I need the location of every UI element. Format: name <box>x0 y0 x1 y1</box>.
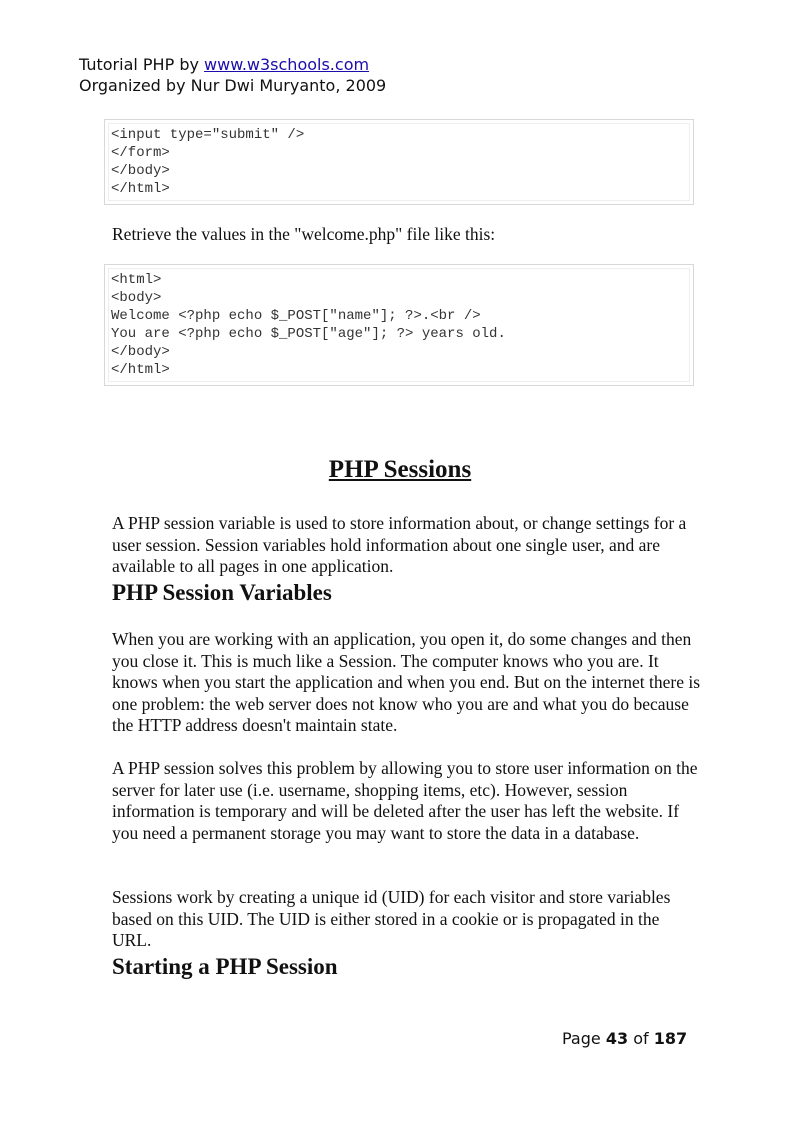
header-prefix: Tutorial PHP by <box>79 55 205 74</box>
code-line: </html> <box>111 181 170 197</box>
paragraph-web-state: When you are working with an application, you open it, do some changes and then you close it. This is much like a Session. The computer knows who you are. It knows when you start the application and when you end. But on the internet there is one problem: the web server does not know who you are and what you do because the HTTP address doesn't maintain state. <box>112 629 701 735</box>
paragraph-uid: Sessions work by creating a unique id (UID) for each visitor and store variables based on this UID. The UID is either stored in a cookie or is propagated in the URL. <box>112 887 671 950</box>
code-line: You are <?php echo $_POST["age"]; ?> years old. <box>111 326 506 342</box>
of-word: of <box>633 1029 649 1048</box>
header-line-1 <box>79 54 386 75</box>
code-line: </body> <box>111 344 170 360</box>
page-header <box>79 54 386 96</box>
page-title: PHP Sessions <box>328 456 472 483</box>
retrieve-text: Retrieve the values in the "welcome.php" file like this: <box>112 224 496 244</box>
total-pages: 187 <box>653 1029 688 1048</box>
code-block-form-end <box>104 119 694 205</box>
code-line: <html> <box>111 272 162 288</box>
paragraph-session-solution: A PHP session solves this problem by allowing you to store user information on the server for later use (i.e. username, shopping items, etc). However, session information is temporary and will be deleted after the user has left the website. If you need a permanent storage you may want to store the data in a database. <box>112 758 698 843</box>
code-line: </body> <box>111 163 170 179</box>
code-line: </html> <box>111 362 170 378</box>
code-line: <input type="submit" /> <box>111 127 305 143</box>
w3schools-link[interactable]: www.w3schools.com <box>204 55 370 74</box>
header-line-2: Organized by Nur Dwi Muryanto, 2009 <box>79 76 387 95</box>
code-block-welcome <box>104 264 694 386</box>
code-line: <body> <box>111 290 162 306</box>
page-word: Page <box>562 1029 601 1048</box>
page-number: 43 <box>605 1029 629 1048</box>
code-line: Welcome <?php echo $_POST["name"]; ?>.<br /> <box>111 308 481 324</box>
page-footer <box>562 1029 687 1048</box>
code-line: </form> <box>111 145 170 161</box>
section-heading-variables: PHP Session Variables <box>112 580 332 605</box>
section-heading-starting: Starting a PHP Session <box>112 954 338 979</box>
intro-paragraph: A PHP session variable is used to store information about, or change settings for a user session. Session variables hold information about one single user, and are available to all pages in one application. <box>112 513 687 576</box>
